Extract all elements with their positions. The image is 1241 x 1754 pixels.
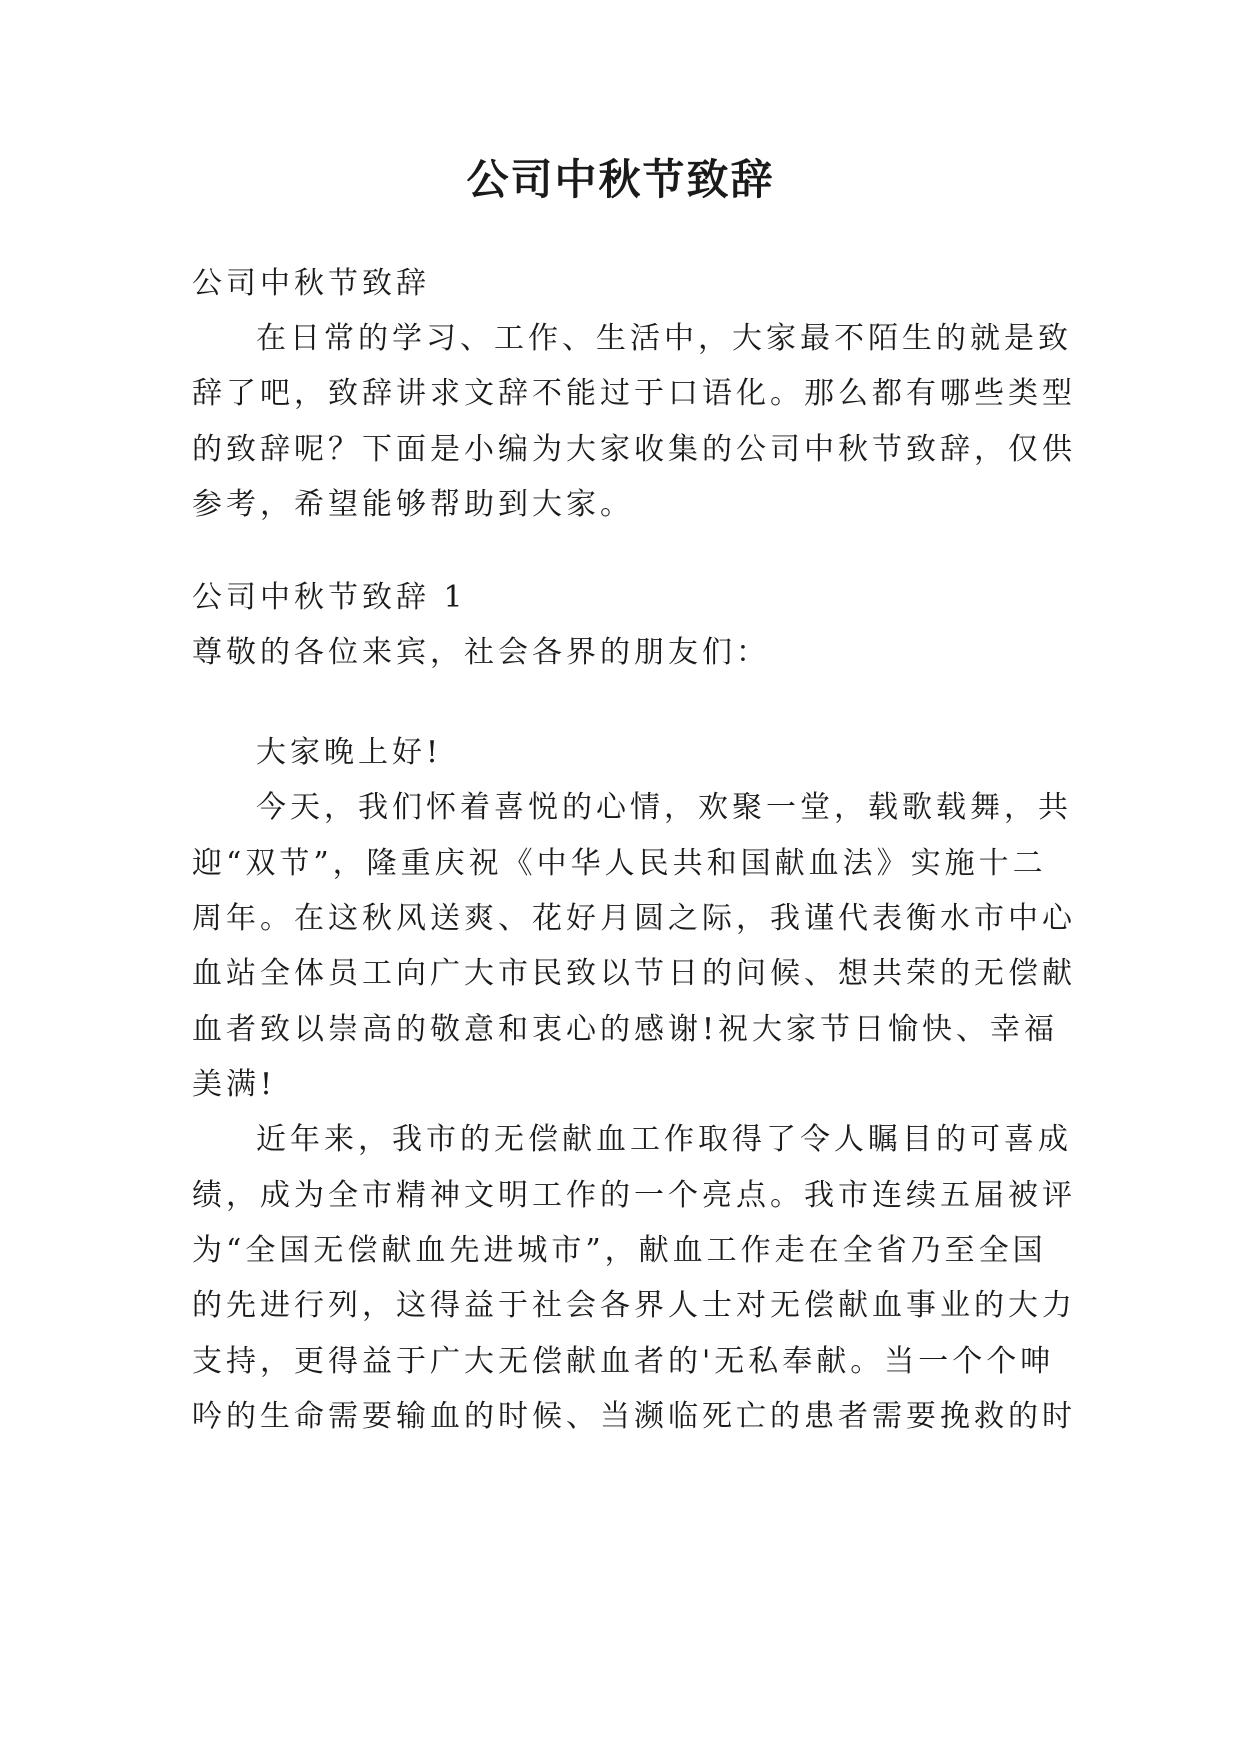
paragraph-line: 血者致以崇高的敬意和衷心的感谢!祝大家节日愉快、幸福 [192, 1012, 1059, 1047]
paragraph-line: 美满! [192, 1067, 277, 1102]
document-title: 公司中秋节致辞 [466, 155, 775, 204]
greeting: 大家晚上好! [256, 735, 443, 770]
salutation: 尊敬的各位来宾，社会各界的朋友们： [192, 635, 770, 670]
paragraph-line: 近年来，我市的无偿献血工作取得了令人瞩目的可喜成 [256, 1122, 1072, 1157]
paragraph-line: 支持，更得益于广大无偿献血者的'无私奉献。当一个个呻 [192, 1344, 1055, 1379]
paragraph-line: 周年。在这秋风送爽、花好月圆之际，我谨代表衡水市中心 [192, 901, 1076, 936]
paragraph-line: 的先进行列，这得益于社会各界人士对无偿献血事业的大力 [192, 1288, 1076, 1323]
section-heading: 公司中秋节致辞 [192, 266, 430, 301]
paragraph-line: 参考，希望能够帮助到大家。 [192, 487, 634, 522]
section-heading: 公司中秋节致辞 1 [192, 580, 467, 615]
paragraph-line: 血站全体员工向广大市民致以节日的问候、想共荣的无偿献 [192, 956, 1076, 991]
paragraph-line: 在日常的学习、工作、生活中，大家最不陌生的就是致 [256, 321, 1072, 356]
paragraph-line: 迎“双节”，隆重庆祝《中华人民共和国献血法》实施十二 [192, 846, 1047, 881]
paragraph-line: 辞了吧，致辞讲求文辞不能过于口语化。那么都有哪些类型 [192, 376, 1076, 411]
paragraph-line: 为“全国无偿献血先进城市”，献血工作走在全省乃至全国 [192, 1233, 1047, 1268]
paragraph-line: 吟的生命需要输血的时候、当濒临死亡的患者需要挽救的时 [192, 1399, 1076, 1434]
paragraph-line: 今天，我们怀着喜悦的心情，欢聚一堂，载歌载舞，共 [256, 790, 1072, 825]
paragraph-line: 的致辞呢？下面是小编为大家收集的公司中秋节致辞，仅供 [192, 432, 1076, 467]
paragraph-line: 绩，成为全市精神文明工作的一个亮点。我市连续五届被评 [192, 1178, 1076, 1213]
